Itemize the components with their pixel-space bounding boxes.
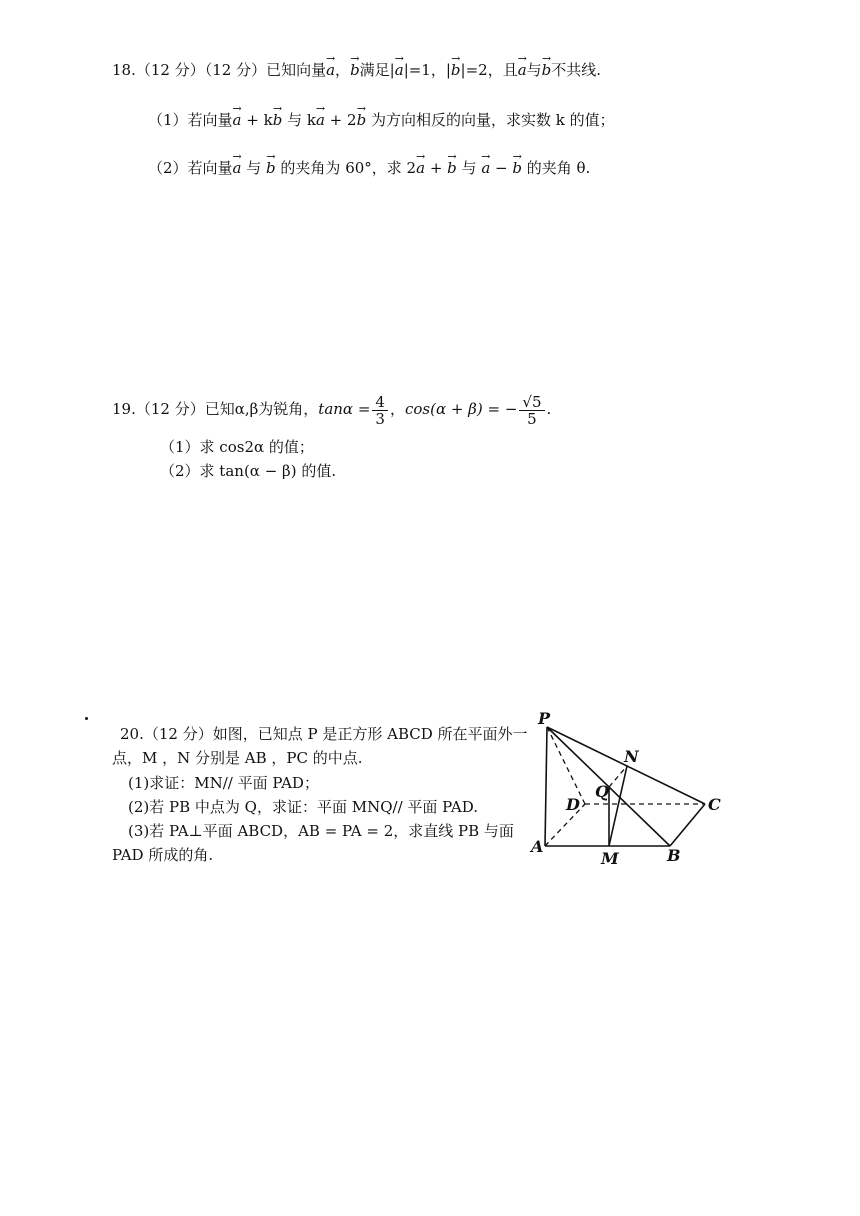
edge-PD-hidden: [547, 727, 585, 804]
q20-number: 20.: [120, 725, 144, 743]
q20-line2: 点，M ，N 分别是 AB ，PC 的中点.: [112, 749, 363, 767]
label-A: A: [531, 837, 544, 856]
q18-p1-label: （1）若向量: [148, 111, 233, 129]
q19-cos-lhs: cos(α + β) = −: [404, 400, 518, 418]
segment-MN: [609, 766, 627, 846]
q18-p2-label: （2）若向量: [148, 159, 233, 177]
q18-p2-with: 与: [241, 159, 267, 177]
fraction-denominator: 5: [527, 409, 537, 428]
q19-end: .: [546, 400, 552, 418]
q19-score: （12 分）: [135, 400, 205, 418]
q20-part2: (2)若 PB 中点为 Q，求证：平面 MNQ// 平面 PAD.: [128, 798, 478, 816]
q19-stem-text: 已知α,β为锐角，: [204, 400, 319, 418]
q18-stem-b: 满足|: [359, 61, 395, 79]
q18-p2-plus: +: [425, 159, 448, 177]
q18-stem-d: |=2，且: [460, 61, 518, 79]
q19-cos-fraction: [519, 394, 544, 427]
vector-b: → b: [512, 158, 522, 178]
q19-stem: [112, 392, 551, 427]
q20-part1: (1)求证：MN// 平面 PAD；: [128, 774, 319, 792]
vector-b: → b: [266, 158, 276, 178]
q18-part2: [148, 158, 590, 178]
q18-p1-plus-2: + 2: [324, 111, 357, 129]
vector-a: → a: [326, 60, 335, 80]
vector-b: → b: [447, 158, 457, 178]
label-Q: Q: [595, 782, 609, 801]
q18-score: （12 分）（12 分）: [135, 61, 267, 79]
q19-tan-fraction: [372, 394, 388, 427]
vector-a: → a: [518, 60, 527, 80]
label-M: M: [601, 849, 619, 868]
vector-a: → a: [233, 158, 242, 178]
q18-stem: [112, 60, 601, 80]
fraction-denominator: 3: [375, 409, 385, 428]
q18-stem-a: 已知向量: [266, 61, 327, 79]
q18-part1: [148, 110, 615, 130]
q18-number: 18.: [112, 61, 136, 79]
edge-PB: [547, 727, 670, 846]
vector-a: → a: [481, 158, 490, 178]
edge-PC: [547, 727, 705, 804]
fraction-numerator: √5: [519, 394, 544, 411]
label-C: C: [708, 795, 721, 814]
vector-b: → b: [273, 110, 283, 130]
q18-p1-plus-k: + k: [241, 111, 273, 129]
q18-p1-with: 与 k: [282, 111, 316, 129]
vector-b: → b: [350, 60, 360, 80]
stray-mark: [85, 717, 88, 720]
q20-part3: (3)若 PA⊥平面 ABCD，AB = PA = 2，求直线 PB 与面: [128, 822, 514, 840]
q18-stem-c: |=1，|: [403, 61, 451, 79]
q18-p2-with2: 与: [456, 159, 482, 177]
q19-separator: ，: [389, 400, 405, 418]
edge-BC: [670, 804, 705, 846]
q18-p2-minus: −: [490, 159, 513, 177]
vector-b: → b: [451, 60, 461, 80]
q19-part1: （1）求 cos2α 的值；: [160, 438, 314, 456]
label-N: N: [624, 747, 639, 766]
q18-p1-tail: 为方向相反的向量，求实数 k 的值；: [366, 111, 615, 129]
q18-p2-tail: 的夹角 θ.: [521, 159, 591, 177]
segment-QN-hidden: [609, 766, 627, 787]
q18-stem-e: 与: [526, 61, 542, 79]
edge-AD-hidden: [545, 804, 585, 846]
q20-line1-text: （12 分）如图，已知点 P 是正方形 ABCD 所在平面外一: [143, 725, 528, 743]
vector-b: → b: [542, 60, 552, 80]
fraction-numerator: 4: [372, 394, 388, 411]
q19-number: 19.: [112, 400, 136, 418]
q18-p2-mid: 的夹角为 60°，求 2: [275, 159, 417, 177]
comma: ，: [335, 61, 351, 79]
q19-part2: （2）求 tan(α − β) 的值.: [160, 462, 337, 480]
label-B: B: [667, 846, 681, 865]
q18-stem-f: 不共线.: [551, 61, 602, 79]
vector-a: → a: [233, 110, 242, 130]
label-P: P: [538, 709, 551, 728]
vector-b: → b: [357, 110, 367, 130]
edge-PA: [545, 727, 547, 846]
vector-a: → a: [316, 110, 325, 130]
vector-a: → a: [416, 158, 425, 178]
vector-a: → a: [395, 60, 404, 80]
q20-line1: [120, 724, 528, 744]
label-D: D: [566, 795, 580, 814]
q19-tan-lhs: tanα =: [318, 400, 371, 418]
q20-part3-cont: PAD 所成的角.: [112, 846, 214, 864]
